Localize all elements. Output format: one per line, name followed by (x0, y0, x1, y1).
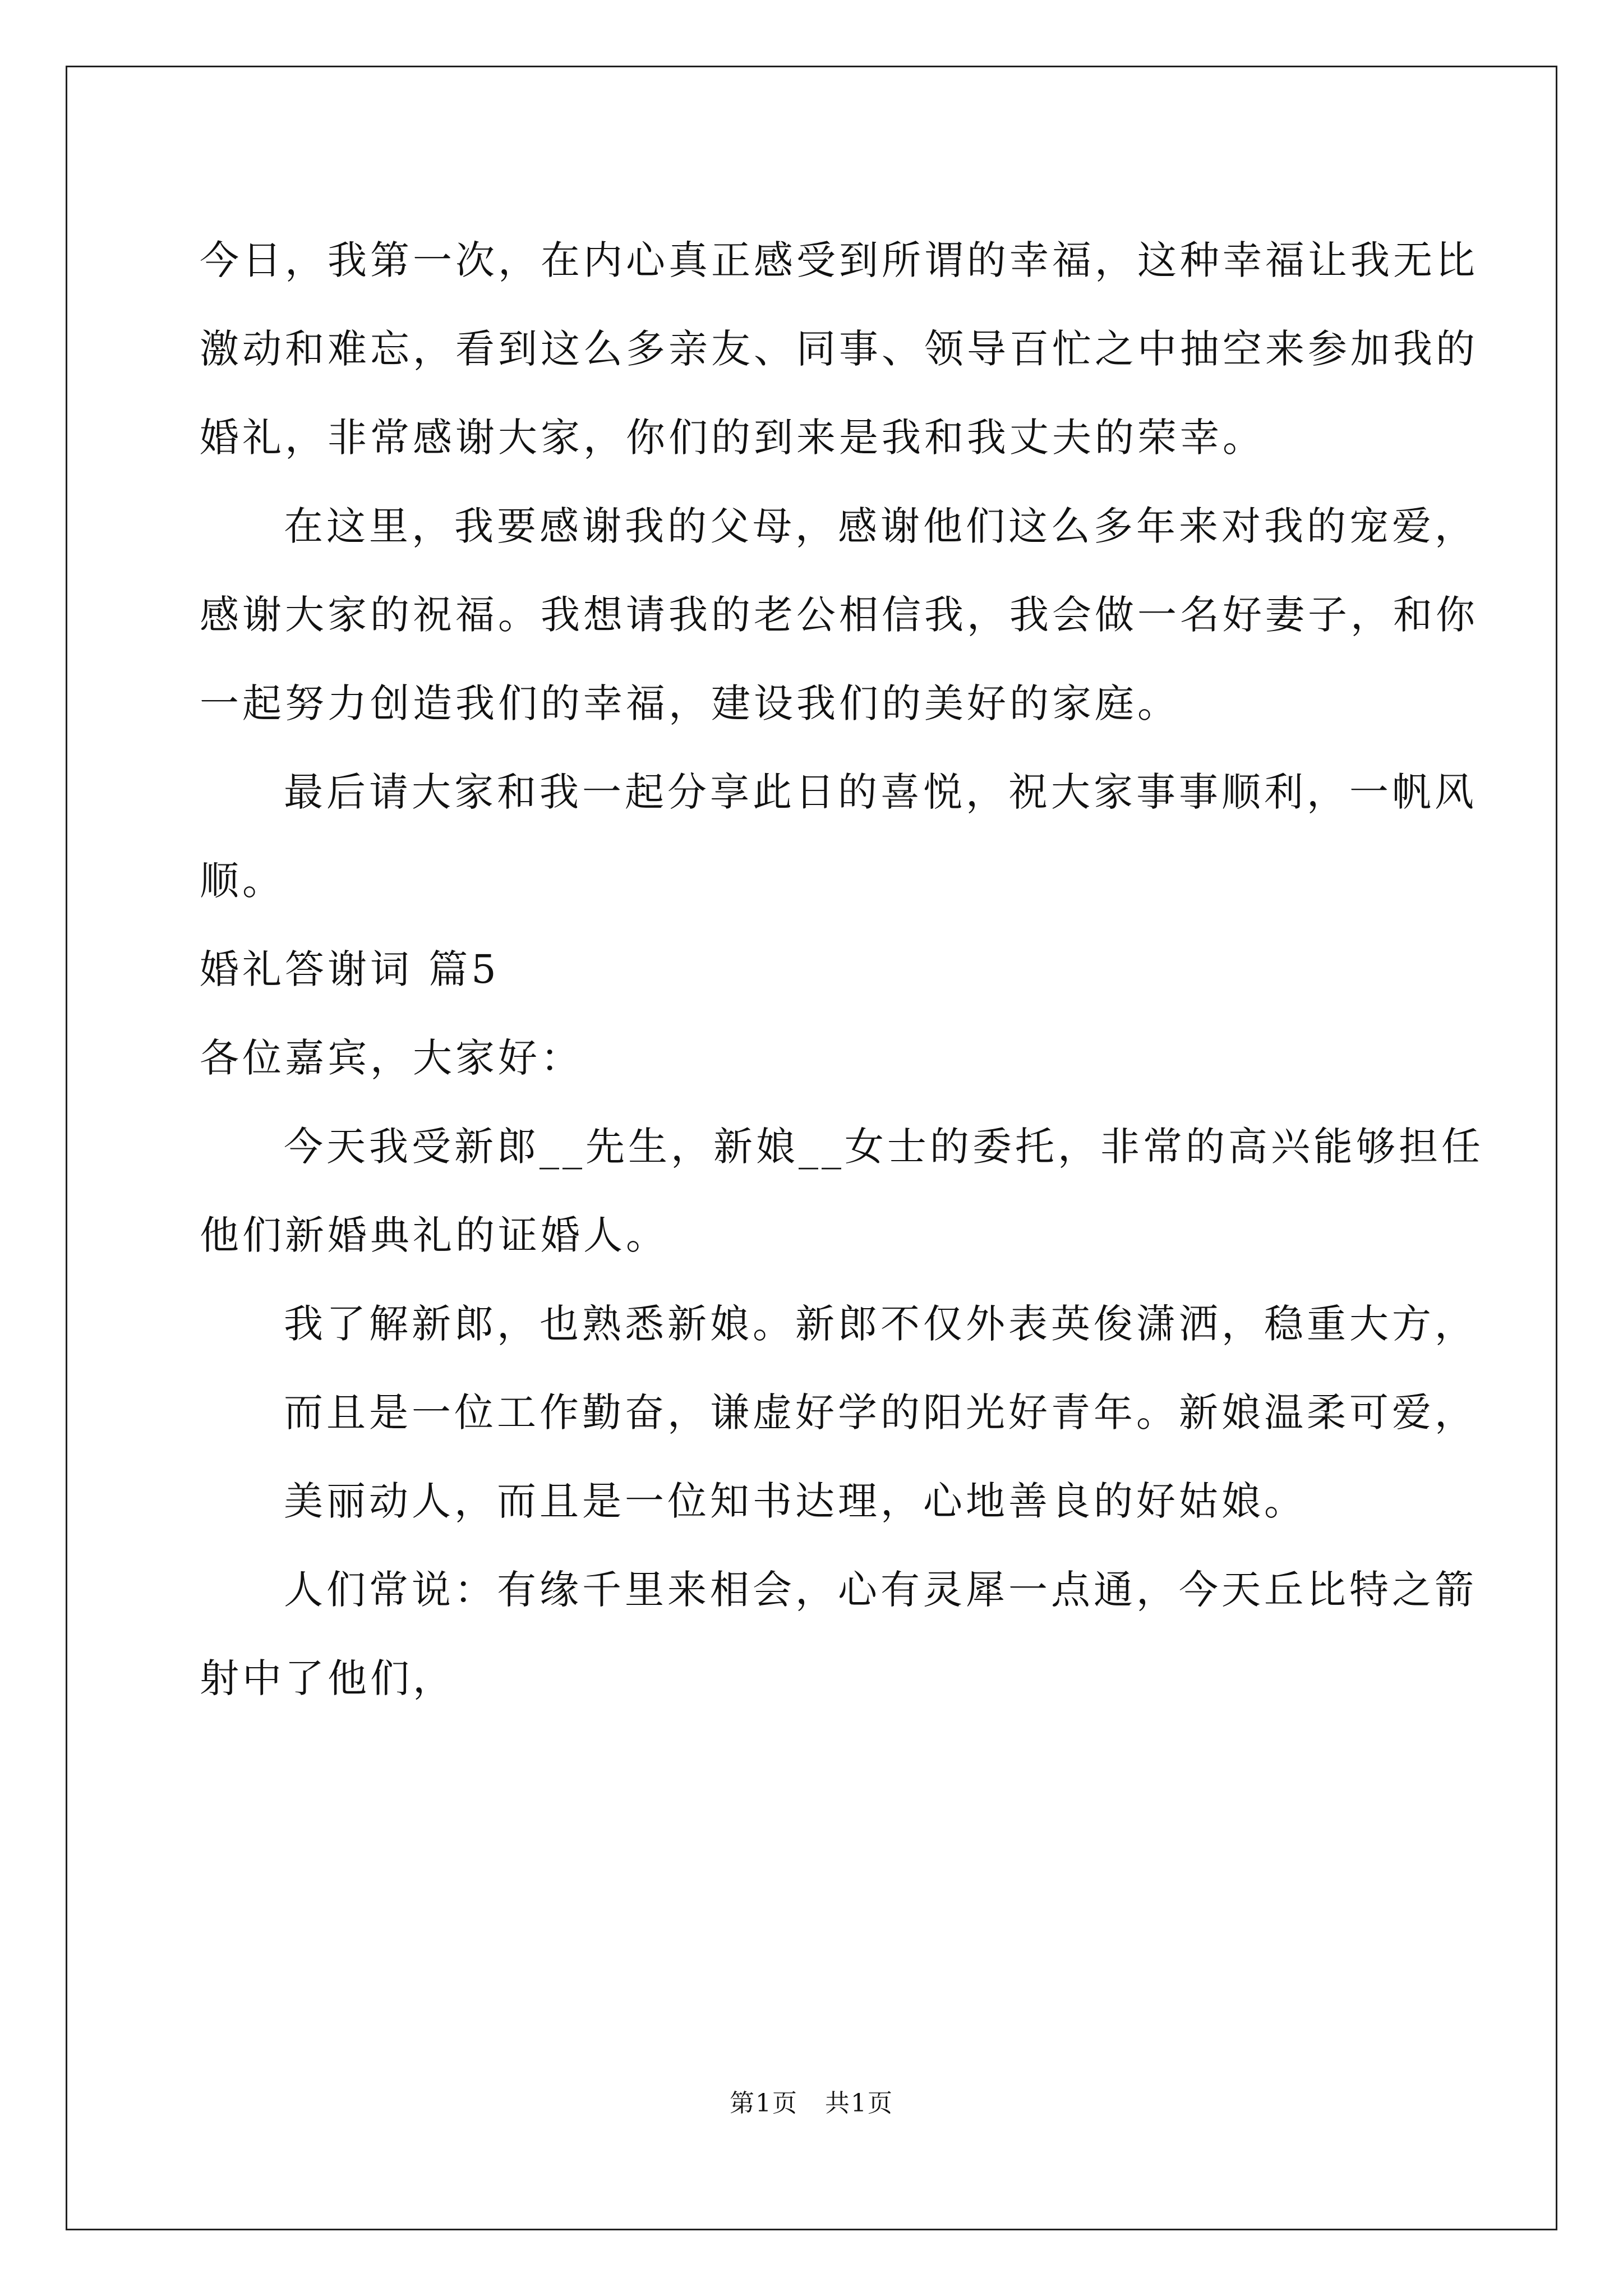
text-line: 射中了他们， (200, 1655, 455, 1701)
greeting-line: 各位嘉宾，大家好： (200, 1035, 583, 1081)
text-line: 在这里，我要感谢我的父母，感谢他们这么多年来对我的宠爱， (284, 503, 1477, 549)
text-line: 而且是一位工作勤奋，谦虚好学的阳光好青年。新娘温柔可爱， (284, 1389, 1477, 1435)
text-line: 今日，我第一次，在内心真正感受到所谓的幸福，这种幸福让我无比 (200, 237, 1478, 283)
text-line: 婚礼，非常感谢大家，你们的到来是我和我丈夫的荣幸。 (200, 415, 1265, 461)
text-line: 美丽动人，而且是一位知书达理，心地善良的好姑娘。 (284, 1478, 1307, 1524)
text-line: 激动和难忘，看到这么多亲友、同事、领导百忙之中抽空来参加我的 (200, 326, 1478, 372)
section-heading: 婚礼答谢词 篇5 (200, 946, 500, 992)
text-line: 顺。 (200, 858, 285, 904)
text-line: 最后请大家和我一起分享此日的喜悦，祝大家事事顺利，一帆风 (284, 769, 1477, 815)
text-line: 今天我受新郎__先生，新娘__女士的委托，非常的高兴能够担任 (284, 1124, 1484, 1170)
text-line: 我了解新郎，也熟悉新娘。新郎不仅外表英俊潇洒，稳重大方， (284, 1301, 1477, 1347)
document-body (200, 216, 1484, 1723)
page-footer (0, 2087, 1623, 2120)
text-line: 人们常说：有缘千里来相会，心有灵犀一点通，今天丘比特之箭 (284, 1567, 1477, 1613)
text-line: 一起努力创造我们的幸福，建设我们的美好的家庭。 (200, 680, 1180, 726)
text-line: 他们新婚典礼的证婚人。 (200, 1212, 668, 1258)
text-line: 感谢大家的祝福。我想请我的老公相信我，我会做一名好妻子，和你 (200, 592, 1478, 638)
page-total: 共1页 (825, 2089, 893, 2118)
page-number: 第1页 (730, 2089, 798, 2118)
